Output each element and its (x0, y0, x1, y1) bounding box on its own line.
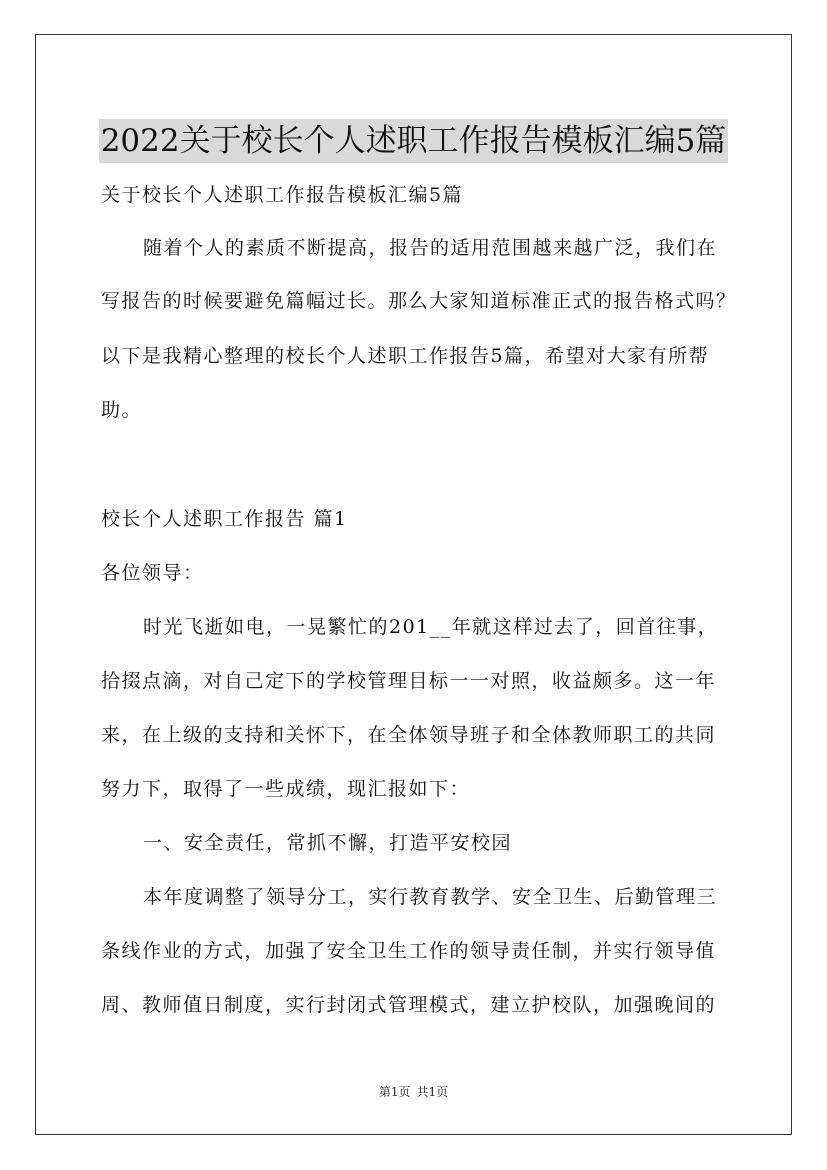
body-line-6: 条线作业的方式，加强了安全卫生工作的领导责任制，并实行领导值 (101, 940, 717, 962)
body-line-3: 来，在上级的支持和关怀下，在全体领导班子和全体教师职工的共同 (101, 724, 717, 746)
subtitle-line: 关于校长个人述职工作报告模板汇编5篇 (101, 184, 464, 206)
body-line-1: 时光飞逝如电，一晃繁忙的201__年就这样过去了，回首往事， (143, 616, 719, 638)
intro-line-3: 以下是我精心整理的校长个人述职工作报告5篇，希望对大家有所帮 (101, 345, 710, 367)
document-title: 2022关于校长个人述职工作报告模板汇编5篇 (99, 119, 729, 163)
intro-line-2: 写报告的时候要避免篇幅过长。那么大家知道标准正式的报告格式吗？ (101, 290, 737, 312)
body-line-2: 拾掇点滴，对自己定下的学校管理目标一一对照，收益颇多。这一年 (101, 670, 717, 692)
body-line-5: 本年度调整了领导分工，实行教育教学、安全卫生、后勤管理三 (143, 886, 718, 908)
subsection-heading: 一、安全责任，常抓不懈，打造平安校园 (143, 832, 513, 854)
intro-line-1: 随着个人的素质不断提高，报告的适用范围越来越广泛，我们在 (143, 237, 718, 259)
page-footer (0, 1084, 827, 1100)
page-total: 共1页 (416, 1085, 449, 1099)
section-heading: 校长个人述职工作报告 篇1 (101, 508, 348, 530)
body-line-4: 努力下，取得了一些成绩，现汇报如下： (101, 778, 471, 800)
title-container (0, 98, 827, 184)
page-number: 第1页 (378, 1085, 411, 1099)
intro-line-4: 助。 (101, 399, 143, 421)
body-line-7: 周、教师值日制度，实行封闭式管理模式，建立护校队，加强晚间的 (101, 994, 717, 1016)
salutation: 各位领导： (101, 562, 204, 584)
